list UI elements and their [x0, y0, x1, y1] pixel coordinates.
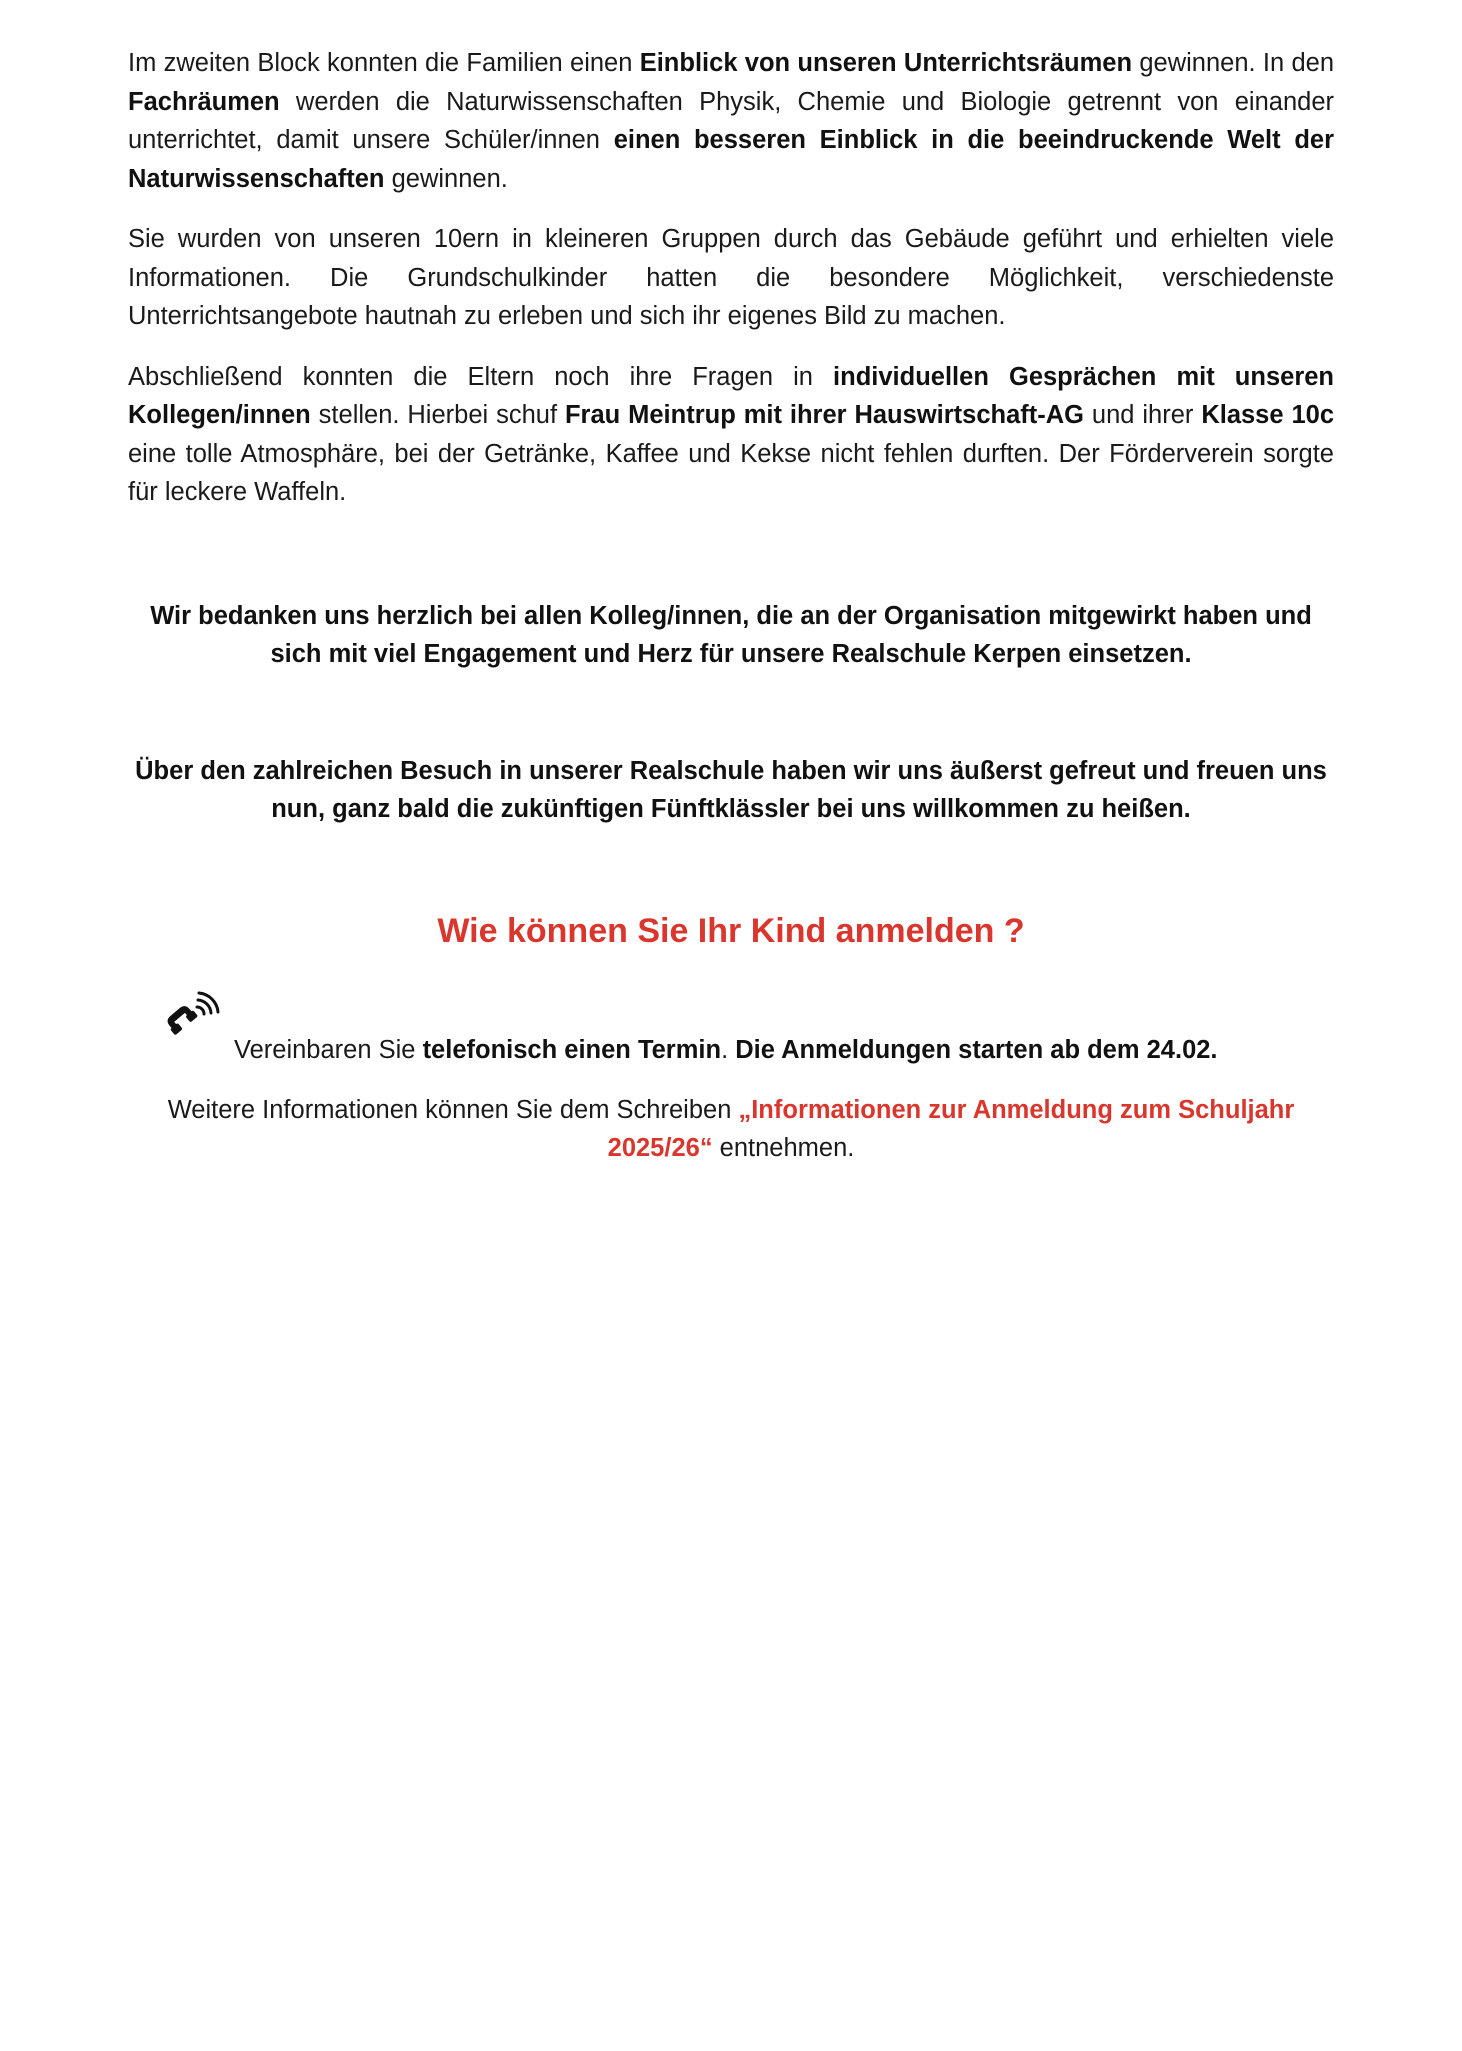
- tour-text: Sie wurden von unseren 10ern in kleineren Gruppen durch das Gebäude geführt und erhielten viele Informationen. Die Grundschulkinder hatten die besondere Möglichkeit, verschiedenste Unterrichtsangebote hautnah zu erleben und sich ihr eigenes Bild zu machen.: [128, 225, 1334, 330]
- visit-statement: Über den zahlreichen Besuch in unserer Realschule haben wir uns äußerst gefreut und freuen uns nun, ganz bald die zukünftigen Fünftklässler bei uns willkommen zu heißen.: [135, 756, 1327, 823]
- closing-bold-1: individuellen Gesprächen mit unseren Kollegen/innen: [128, 362, 1335, 429]
- document-page: [128, 44, 1334, 1168]
- phone-ringing-icon: [164, 991, 220, 1047]
- block-text-2: gewinnen. In den: [1132, 49, 1335, 77]
- info-text-2: entnehmen.: [712, 1134, 855, 1162]
- closing-text-3: und ihrer: [1084, 401, 1202, 429]
- closing-text-1: Abschließend konnten die Eltern noch ihre Fragen in: [128, 362, 834, 391]
- block-bold-2: Fachräumen: [128, 87, 280, 116]
- registration-heading: Wie können Sie Ihr Kind anmelden ?: [437, 911, 1025, 950]
- phone-text-1: Vereinbaren Sie: [234, 1035, 423, 1064]
- thanks-statement: Wir bedanken uns herzlich bei allen Kolleg/innen, die an der Organisation mitgewirkt haben und sich mit viel Engagement und Herz für unsere Realschule Kerpen einsetzen.: [150, 601, 1312, 668]
- phone-bold-2: Die Anmeldungen starten ab dem 24.02.: [735, 1035, 1218, 1064]
- closing-text-4: eine tolle Atmosphäre, bei der Getränke, Kaffee und Kekse nicht fehlen durften. Der Förderverein sorgte für leckere Waffeln.: [128, 439, 1334, 506]
- tour-paragraph: [128, 220, 1334, 336]
- block-bold-1: Einblick von unseren Unterrichtsräumen: [639, 49, 1133, 77]
- phone-text-2: .: [721, 1035, 736, 1064]
- block-paragraph: [128, 44, 1334, 198]
- info-document-title: „Informationen zur Anmeldung zum Schuljahr 2025/26“: [607, 1095, 1295, 1162]
- block-text-3: werden die Naturwissenschaften Physik, Chemie und Biologie getrennt von einander unterrichtet, damit unsere Schüler/innen: [128, 87, 1334, 154]
- block-bold-3: einen besseren Einblick in die beeindruckende Welt der Naturwissenschaften: [128, 126, 1335, 193]
- closing-paragraph: [128, 358, 1334, 512]
- phone-appointment-text: [234, 1031, 1218, 1070]
- closing-bold-2: Frau Meintrup mit ihrer Hauswirtschaft-AG: [564, 401, 1084, 429]
- closing-bold-3: Klasse 10c: [1201, 401, 1334, 429]
- block-text-4: gewinnen.: [384, 164, 508, 193]
- closing-text-2: stellen. Hierbei schuf: [310, 401, 565, 429]
- phone-appointment-row: [128, 991, 1334, 1073]
- info-text-1: Weitere Informationen können Sie dem Schreiben: [167, 1095, 739, 1124]
- block-text-1: Im zweiten Block konnten die Familien einen: [128, 49, 640, 77]
- phone-bold-1: telefonisch einen Termin: [422, 1035, 722, 1064]
- info-paragraph: [128, 1091, 1334, 1168]
